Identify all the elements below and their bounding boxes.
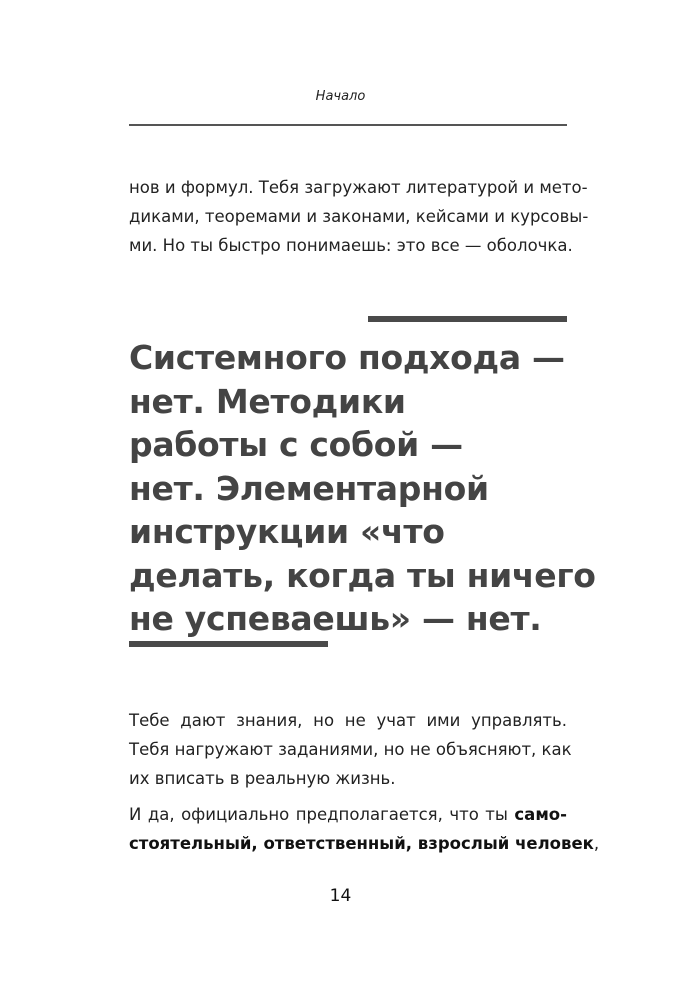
text-line: Тебя нагружают заданиями, но не объясняют, как — [129, 740, 572, 759]
paragraph-top — [129, 173, 589, 260]
page-number: 14 — [329, 886, 352, 906]
bold-text-run: само- — [514, 805, 567, 824]
pull-quote-line: делать, когда ты ничего — [129, 555, 596, 595]
pull-quote-line: работы с собой — — [129, 425, 463, 464]
text-line: нов и формул. Тебя загружают литературой и мето- — [129, 178, 588, 197]
pull-quote-line: нет. Элементарной — [129, 468, 489, 508]
paragraph-bottom — [129, 800, 600, 858]
pull-quote-line: инструкции «что — [129, 512, 445, 551]
paragraph-middle — [129, 706, 572, 793]
text-line: их вписать в реальную жизнь. — [129, 769, 396, 788]
running-head: Начало — [315, 89, 366, 104]
text-line: диками, теоремами и законами, кейсами и курсовы- — [129, 207, 589, 226]
bold-text-run: стоятельный, ответственный, взрослый человек — [129, 834, 594, 853]
text-line — [129, 829, 600, 858]
text-line: ми. Но ты быстро понимаешь: это все — оболочка. — [129, 236, 573, 255]
pull-quote-bottom-bar — [129, 641, 328, 647]
pull-quote-line: нет. Методики — [129, 381, 406, 421]
text-run: И да, официально предполагается, что ты — [129, 805, 515, 824]
text-line: Тебе дают знания, но не учат ими управлять. — [129, 711, 567, 730]
pull-quote-line: не успеваешь» — нет. — [129, 599, 542, 638]
text-run: , — [593, 834, 600, 853]
header-rule — [129, 124, 567, 126]
pull-quote-line: Системного подхода — — [129, 338, 565, 377]
text-line — [129, 800, 567, 829]
pull-quote — [129, 336, 596, 641]
pull-quote-top-bar — [368, 316, 567, 322]
